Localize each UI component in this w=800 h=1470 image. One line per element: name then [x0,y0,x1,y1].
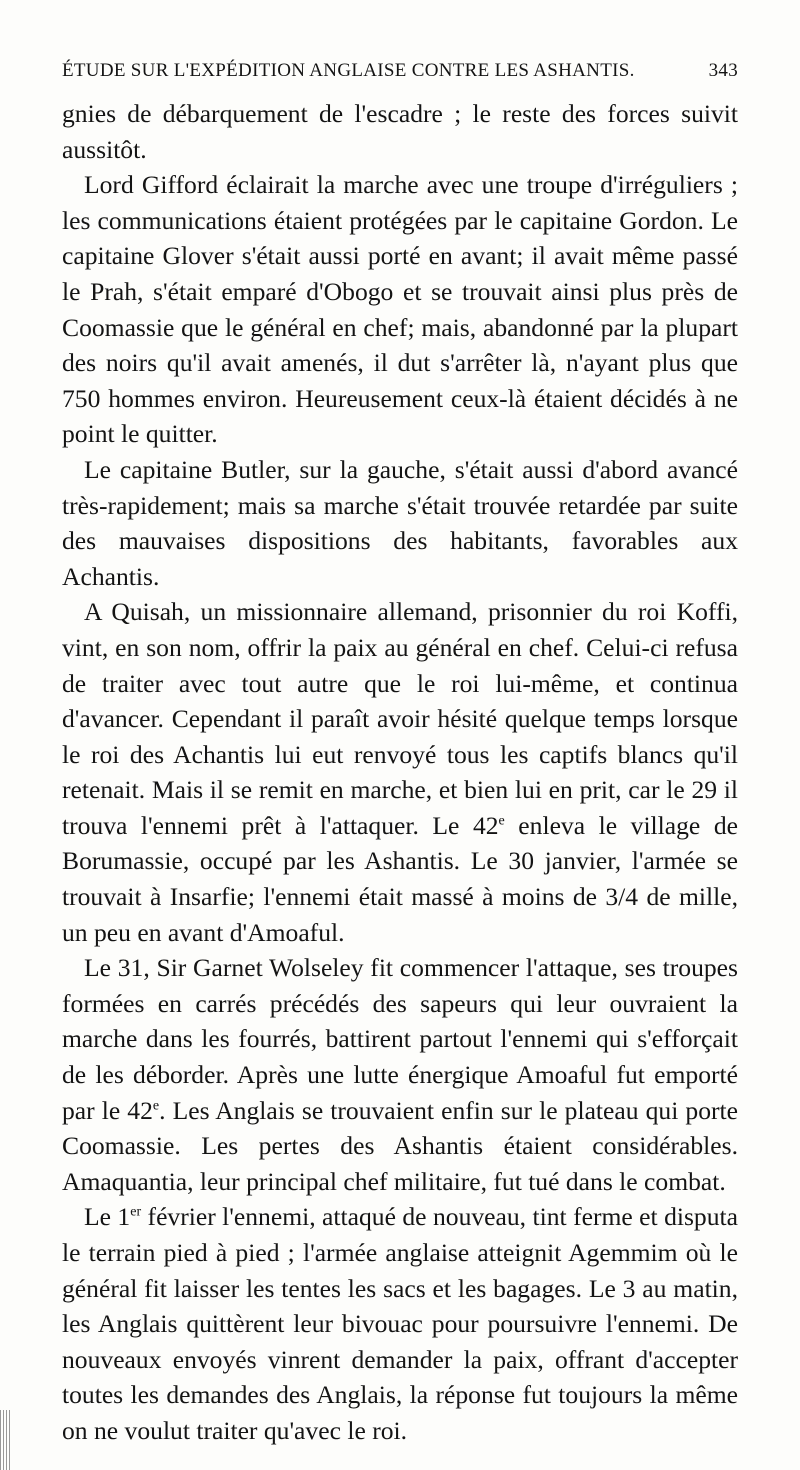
paragraph [62,96,738,167]
text-run: A Quisah, un missionnaire allemand, prisonnier du roi Koffi, vint, en son nom, offrir la paix au général en chef. Celui-ci refusa de traiter avec tout autre que le roi lui-même, et continua d'avancer. Cependant il paraît avoir hésité quelque temps lorsque le roi des Achantis lui eut renvoyé tous les captifs blancs qu'il retenait. Mais il se remit en marche, et bien lui en prit, car le 29 il trouva l'ennemi prêt à l'attaquer. Le 42 [62,597,738,840]
scan-edge-mark [0,1410,10,1470]
page-number: 343 [708,60,738,81]
paragraph [62,452,738,594]
book-page [62,60,738,1449]
superscript: e [498,813,505,829]
paragraph [62,594,738,950]
text-run: enleva le village de Borumassie, occupé par les Ashantis. Le 30 janvier, l'armée se trouvait à Insarfie; l'ennemi était massé à moins de 3/4 de mille, un peu en avant d'Amoaful. [62,810,738,947]
text-run: février l'ennemi, attaqué de nouveau, tint ferme et disputa le terrain pied à pied ; l'armée anglaise atteignit Agemmim où le général fit laisser les tentes les sacs et les bagages. Le 3 au matin, les Anglais quittèrent leur bivouac pour poursuivre l'ennemi. De nouveaux envoyés vinrent demander la paix, offrant d'accepter toutes les demandes des Anglais, la réponse fut toujours la même on ne voulut traiter qu'avec le roi. [62,1202,738,1445]
running-header [62,60,738,88]
paragraph [62,167,738,452]
text-run: . Les Anglais se trouvaient enfin sur le plateau qui porte Coomassie. Les pertes des Ashantis étaient considérables. Amaquantia, leur principal chef militaire, fut tué dans le combat. [62,1095,738,1196]
running-title: ÉTUDE SUR L'EXPÉDITION ANGLAISE CONTRE LES ASHANTIS. [62,60,635,81]
text-run: Le 31, Sir Garnet Wolseley fit commencer l'attaque, ses troupes formées en carrés précédés des sapeurs qui leur ouvraient la marche dans les fourrés, battirent partout l'ennemi qui s'efforçait de les déborder. Après une lutte énergique Amoaful fut emporté par le 42 [62,953,738,1125]
paragraph [62,1199,738,1448]
text-run: gnies de débarquement de l'escadre ; le reste des forces suivit aussitôt. [62,99,738,164]
text-run: Le 1 [84,1202,131,1232]
text-run: Le capitaine Butler, sur la gauche, s'était aussi d'abord avancé très-rapidement; mais sa marche s'était trouvée retardée par suite des mauvaises dispositions des habitants, favorables aux Achantis. [62,454,738,591]
text-run: Lord Gifford éclairait la marche avec une troupe d'irréguliers ; les communications étaient protégées par le capitaine Gordon. Le capitaine Glover s'était aussi porté en avant; il avait même passé le Prah, s'était emparé d'Obogo et se trouvait ainsi plus près de Coomassie que le général en chef; mais, abandonné par la plupart des noirs qu'il avait amenés, il dut s'arrêter là, n'ayant plus que 750 hommes environ. Heureusement ceux-là étaient décidés à ne point le quitter. [62,170,738,449]
superscript: e [152,1098,160,1114]
body-text [62,96,738,1449]
superscript: er [130,1204,142,1220]
paragraph [62,950,738,1199]
